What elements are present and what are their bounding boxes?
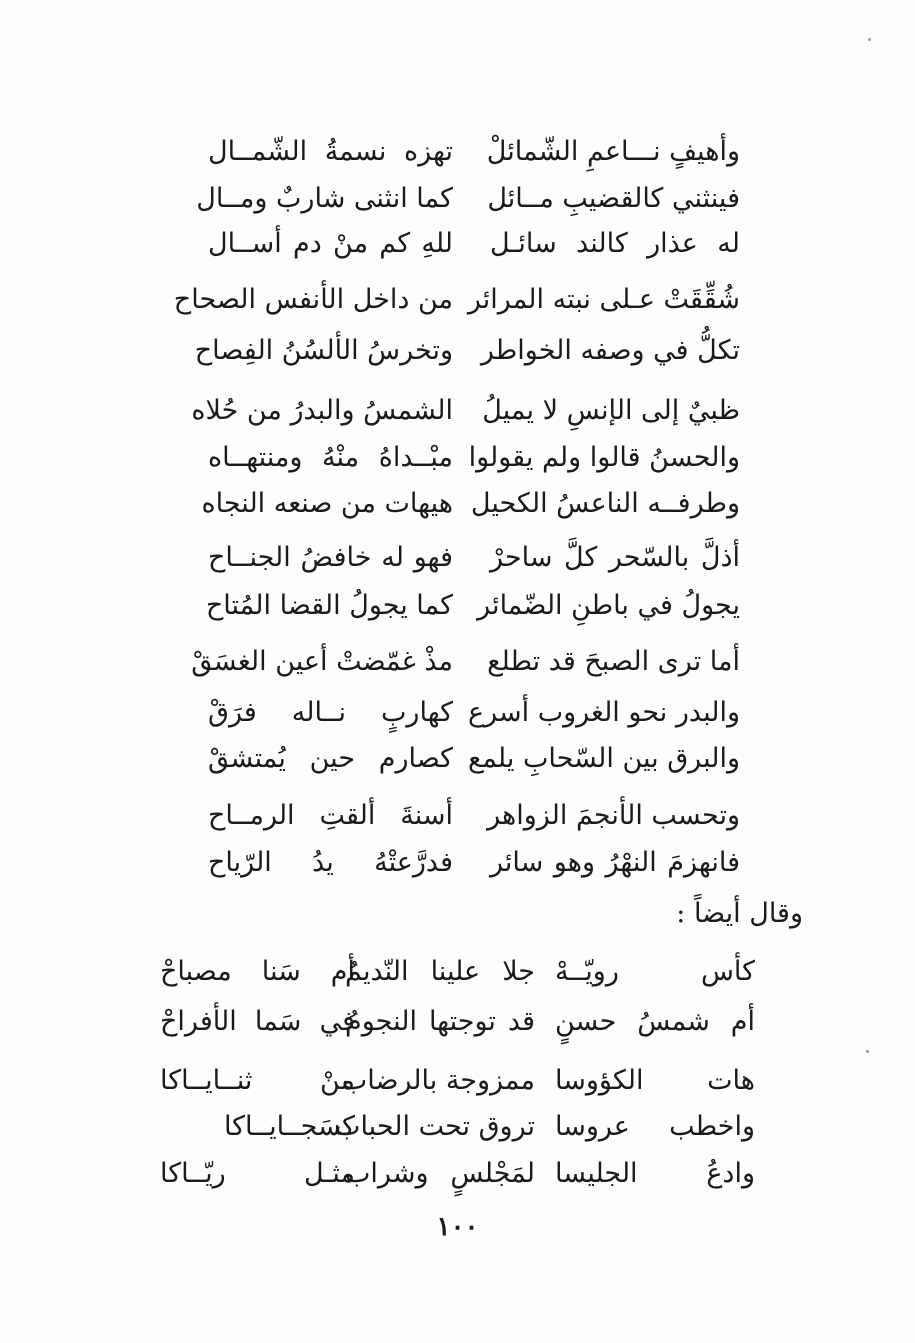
verse-second-hemistich: وتخرسُ الألسُنُ الفِصاح (194, 335, 453, 366)
verse-second-hemistich: كهاربٍ نــاله فرَقْ (208, 697, 453, 728)
verse-part-3: كسَجــايــاكا (223, 1111, 355, 1142)
verse-second-hemistich: كما انثنى شاربٌ ومــال (196, 183, 453, 214)
verse-part-3: منْ ثنــايــاكا (160, 1065, 355, 1096)
verse-part-1: واخطب عروسا (555, 1111, 755, 1142)
verse-part-2: لمَجْلسٍ وشراب (345, 1158, 535, 1189)
verse-first-hemistich: تكلُّ في وصفه الخواطر (480, 335, 740, 366)
poem-intro: وقال أيضاً : (676, 898, 803, 929)
verse-part-1: وادعُ الجليسا (555, 1158, 755, 1189)
verse-part-1: هات الكؤوسا (555, 1065, 755, 1096)
page-number: ١٠٠ (436, 1212, 479, 1242)
verse-part-3: أم سَنا مصباحْ (160, 956, 355, 987)
verse-first-hemistich: والبرق بين السّحابِ يلمع (467, 743, 740, 774)
verse-first-hemistich: له عذار كالند سائـل (490, 228, 740, 259)
verse-first-hemistich: يجولُ في باطنِ الضّمائر (477, 590, 740, 621)
verse-first-hemistich: أذلَّ بالسّحر كلَّ ساحرْ (490, 542, 740, 573)
verse-first-hemistich: شُقِّقَتْ عـلى نبته المرائر (467, 284, 740, 315)
verse-part-3: في سَما الأفراحْ (160, 1006, 355, 1037)
verse-part-2: قد توجتها النجومُ (345, 1006, 535, 1037)
verse-first-hemistich: وطرفــه الناعسُ الكحيل (470, 488, 740, 519)
verse-second-hemistich: كصارم حين يُمتشقْ (208, 743, 453, 774)
verse-part-1: كأس رويّــهْ (555, 956, 755, 987)
verse-second-hemistich: كما يجولُ القضا المُتاح (205, 590, 453, 621)
verse-second-hemistich: هيهات من صنعه النجاه (201, 488, 453, 519)
verse-part-2: جلا علينا النّديمُ (345, 956, 535, 987)
verse-second-hemistich: أسنةَ ألقتِ الرمــاح (208, 800, 453, 831)
verse-first-hemistich: والحسنُ قالوا ولم يقولوا (468, 442, 740, 473)
verse-part-2: تروق تحت الحباب (335, 1111, 535, 1142)
verse-part-1: أم شمسُ حسنٍ (555, 1006, 755, 1037)
verse-second-hemistich: مذْ غمّضتْ أعين الغسَقْ (191, 646, 453, 677)
verse-second-hemistich: من داخل الأنفس الصحاح (173, 284, 453, 315)
verse-second-hemistich: تهزه نسمةُ الشّمــال (208, 136, 453, 167)
verse-second-hemistich: فدرَّعتْهُ يدُ الرّياح (208, 847, 453, 878)
verse-first-hemistich: وتحسب الأنجمَ الزواهر (487, 800, 740, 831)
verse-first-hemistich: فانهزمَ النهْرُ وهو سائر (490, 847, 740, 878)
verse-part-2: ممزوجة بالرضاب (341, 1065, 535, 1096)
verse-first-hemistich: ظبيٌ إلى الإنسِ لا يميلُ (482, 395, 740, 426)
verse-first-hemistich: أما ترى الصبحَ قد تطلع (487, 646, 740, 677)
paper-speck (866, 1050, 869, 1053)
verse-second-hemistich: فهو له خافضُ الجنــاح (208, 542, 453, 573)
paper-speck (868, 38, 871, 41)
verse-first-hemistich: فينثني كالقضيبِ مــائل (487, 183, 740, 214)
verse-part-3: مثـل ريّــاكا (160, 1158, 355, 1189)
verse-second-hemistich: للهِ كم منْ دم أســال (208, 228, 453, 259)
verse-second-hemistich: مبْــداهُ منْهُ ومنتهــاه (208, 442, 453, 473)
verse-first-hemistich: وأهيفٍ نـــاعمِ الشّمائلْ (486, 136, 740, 167)
verse-first-hemistich: والبدر نحو الغروب أسرع (467, 697, 740, 728)
verse-second-hemistich: الشمسُ والبدرُ من حُلاه (191, 395, 453, 426)
